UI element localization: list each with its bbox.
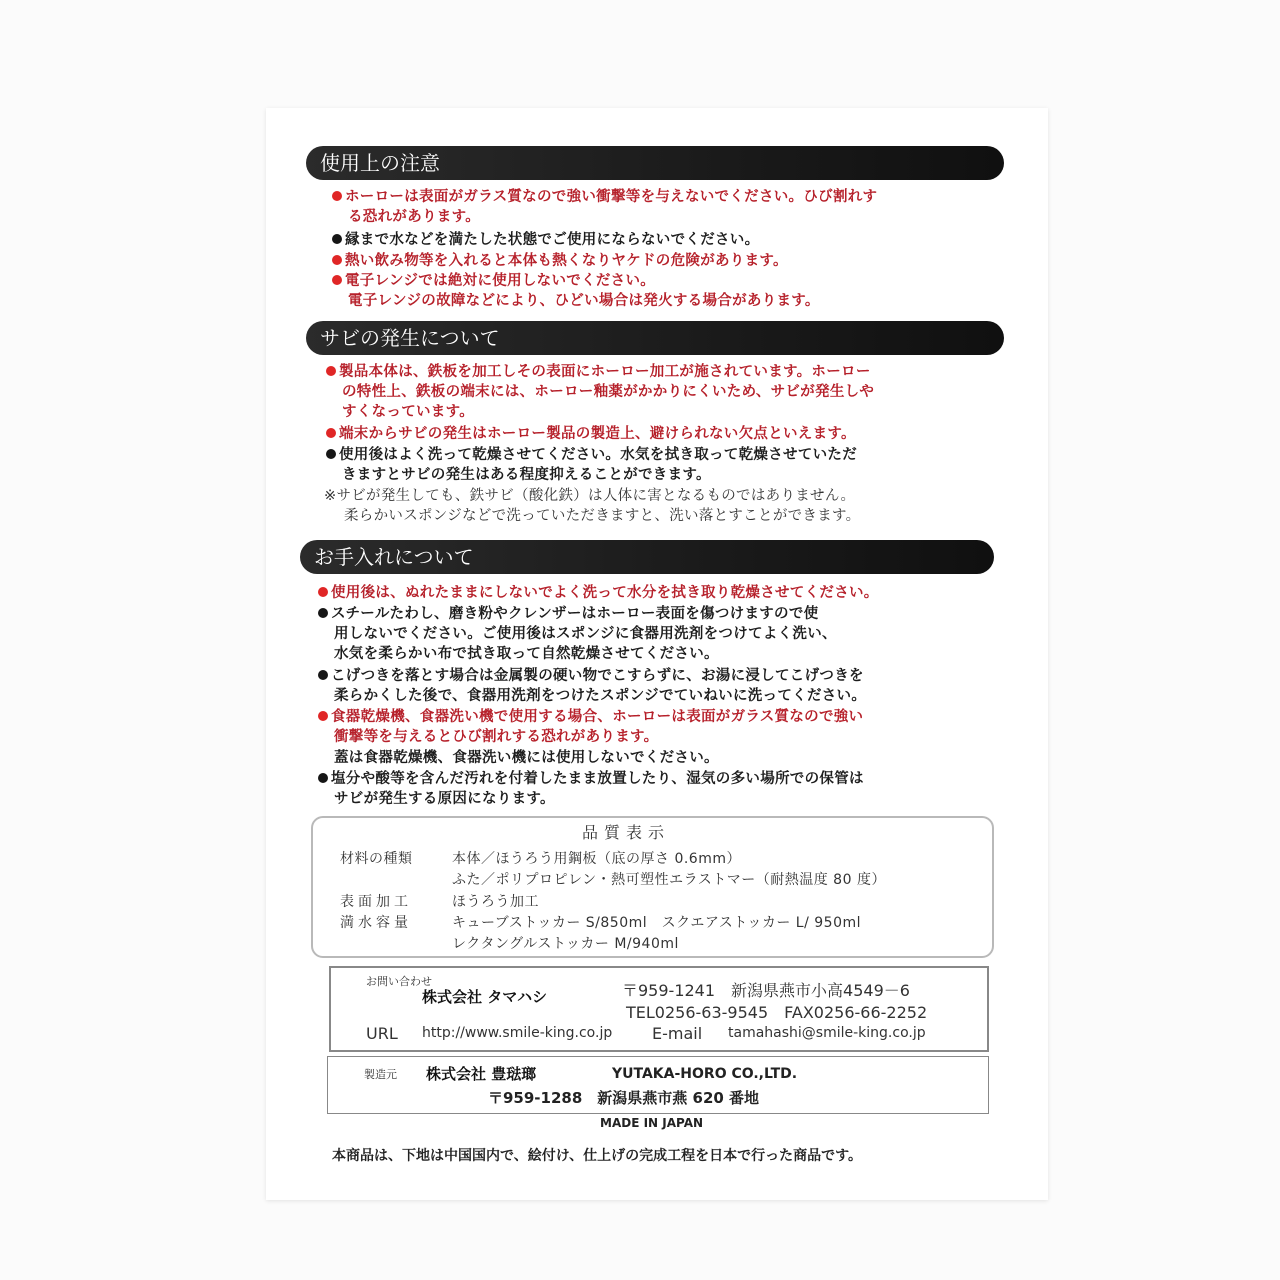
red-bullet-icon: [332, 191, 342, 201]
production-note: 本商品は、下地は中国国内で、絵付け、仕上げの完成工程を日本で行った商品です。: [332, 1148, 863, 1164]
care-item-2-cont: 用しないでください。ご使用後はスポンジに食器用洗剤をつけてよく洗い、: [334, 626, 837, 642]
rust-item-3: 使用後はよく洗って乾燥させてください。水気を拭き取って乾燥させていただ: [326, 445, 857, 466]
black-bullet-icon: [318, 773, 328, 783]
quality-val-surface: ほうろう加工: [452, 894, 539, 910]
care-item-4-cont: 衝撃等を与えるとひび割れする恐れがあります。: [334, 729, 659, 745]
contact-url-label: URL: [366, 1024, 398, 1043]
rust-item-1: 製品本体は、鉄板を加工しその表面にホーロー加工が施されています。ホーロー: [326, 362, 871, 383]
made-in-japan: MADE IN JAPAN: [600, 1116, 704, 1130]
contact-email-label: E-mail: [652, 1024, 703, 1043]
black-bullet-icon: [332, 234, 342, 244]
red-bullet-icon: [318, 711, 328, 721]
contact-postal: 〒959-1241 新潟県燕市小高4549－6: [622, 981, 910, 1000]
maker-company-en: YUTAKA-HORO CO.,LTD.: [612, 1066, 798, 1082]
caution-item-2: 縁まで水などを満たした状態でご使用にならないでください。: [332, 230, 759, 251]
caution-item-1-cont: る恐れがあります。: [348, 209, 481, 225]
quality-val-material-lid: ふた／ポリプロピレン・熱可塑性エラストマー（耐熱温度 80 度）: [452, 872, 886, 888]
caution-item-1: ホーローは表面がガラス質なので強い衝撃等を与えないでください。ひび割れす: [332, 187, 877, 208]
quality-val-material: 本体／ほうろう用鋼板（底の厚さ 0.6mm）: [452, 851, 741, 867]
rust-item-3-cont: きますとサビの発生はある程度抑えることができます。: [342, 467, 711, 483]
contact-url: http://www.smile-king.co.jp: [422, 1025, 613, 1041]
red-bullet-icon: [332, 275, 342, 285]
red-bullet-icon: [326, 428, 336, 438]
section-header-care: [300, 540, 994, 574]
red-bullet-icon: [332, 255, 342, 265]
caution-item-4-cont: 電子レンジの故障などにより、ひどい場合は発火する場合があります。: [348, 293, 820, 309]
care-item-2-cont2: 水気を柔らかい布で拭き取って自然乾燥させてください。: [334, 646, 719, 662]
section-title: サビの発生について: [320, 326, 500, 350]
care-item-2: スチールたわし、磨き粉やクレンザーはホーロー表面を傷つけますので使: [318, 604, 818, 625]
rust-item-1-cont: の特性上、鉄板の端末には、ホーロー釉薬がかかりにくいため、サビが発生しや: [342, 384, 875, 400]
care-item-5: 塩分や酸等を含んだ汚れを付着したまま放置したり、湿気の多い場所での保管は: [318, 769, 864, 790]
rust-note-cont: 柔らかいスポンジなどで洗っていただきますと、洗い落とすことができます。: [344, 508, 861, 524]
quality-val-capacity-2: レクタングルストッカー M/940ml: [452, 936, 679, 952]
care-item-4: 食器乾燥機、食器洗い機で使用する場合、ホーローは表面がガラス質なので強い: [318, 707, 863, 728]
section-title: 使用上の注意: [320, 151, 440, 175]
quality-key-material: 材料の種類: [340, 851, 413, 867]
section-title: お手入れについて: [314, 545, 474, 569]
red-bullet-icon: [318, 587, 328, 597]
quality-key-capacity: 満水容量: [340, 915, 412, 931]
quality-key-surface: 表面加工: [340, 894, 412, 910]
maker-company: 株式会社 豊琺瑯: [426, 1065, 537, 1083]
contact-company: 株式会社 タマハシ: [422, 988, 548, 1006]
section-header-usage-cautions: [306, 146, 1004, 180]
care-item-1: 使用後は、ぬれたままにしないでよく洗って水分を拭き取り乾燥させてください。: [318, 583, 879, 604]
care-item-3: こげつきを落とす場合は金属製の硬い物でこすらずに、お湯に浸してこげつきを: [318, 666, 864, 687]
contact-email: tamahashi@smile-king.co.jp: [728, 1025, 926, 1041]
red-bullet-icon: [326, 366, 336, 376]
quality-val-capacity: キューブストッカー S/850ml スクエアストッカー L/ 950ml: [452, 915, 862, 931]
quality-title: 品質表示: [582, 823, 671, 842]
care-item-5-cont: サビが発生する原因になります。: [334, 791, 555, 807]
contact-label: お問い合わせ: [366, 975, 432, 988]
care-item-3-cont: 柔らかくした後で、食器用洗剤をつけたスポンジでていねいに洗ってください。: [334, 688, 867, 704]
section-header-rust: [306, 321, 1004, 355]
black-bullet-icon: [326, 449, 336, 459]
contact-tel-fax: TEL0256-63-9545 FAX0256-66-2252: [626, 1003, 928, 1022]
rust-note: ※サビが発生しても、鉄サビ（酸化鉄）は人体に害となるものではありません。: [324, 488, 856, 504]
care-item-4-lid-note: 蓋は食器乾燥機、食器洗い機には使用しないでください。: [334, 750, 719, 766]
maker-address: 〒959-1288 新潟県燕市燕 620 番地: [488, 1089, 760, 1107]
caution-item-4: 電子レンジでは絶対に使用しないでください。: [332, 271, 655, 292]
black-bullet-icon: [318, 608, 328, 618]
maker-label: 製造元: [364, 1068, 397, 1081]
caution-item-3: 熱い飲み物等を入れると本体も熱くなりヤケドの危険があります。: [332, 251, 788, 272]
rust-item-2: 端末からサビの発生はホーロー製品の製造上、避けられない欠点といえます。: [326, 424, 856, 445]
rust-item-1-cont2: すくなっています。: [342, 404, 475, 420]
black-bullet-icon: [318, 670, 328, 680]
